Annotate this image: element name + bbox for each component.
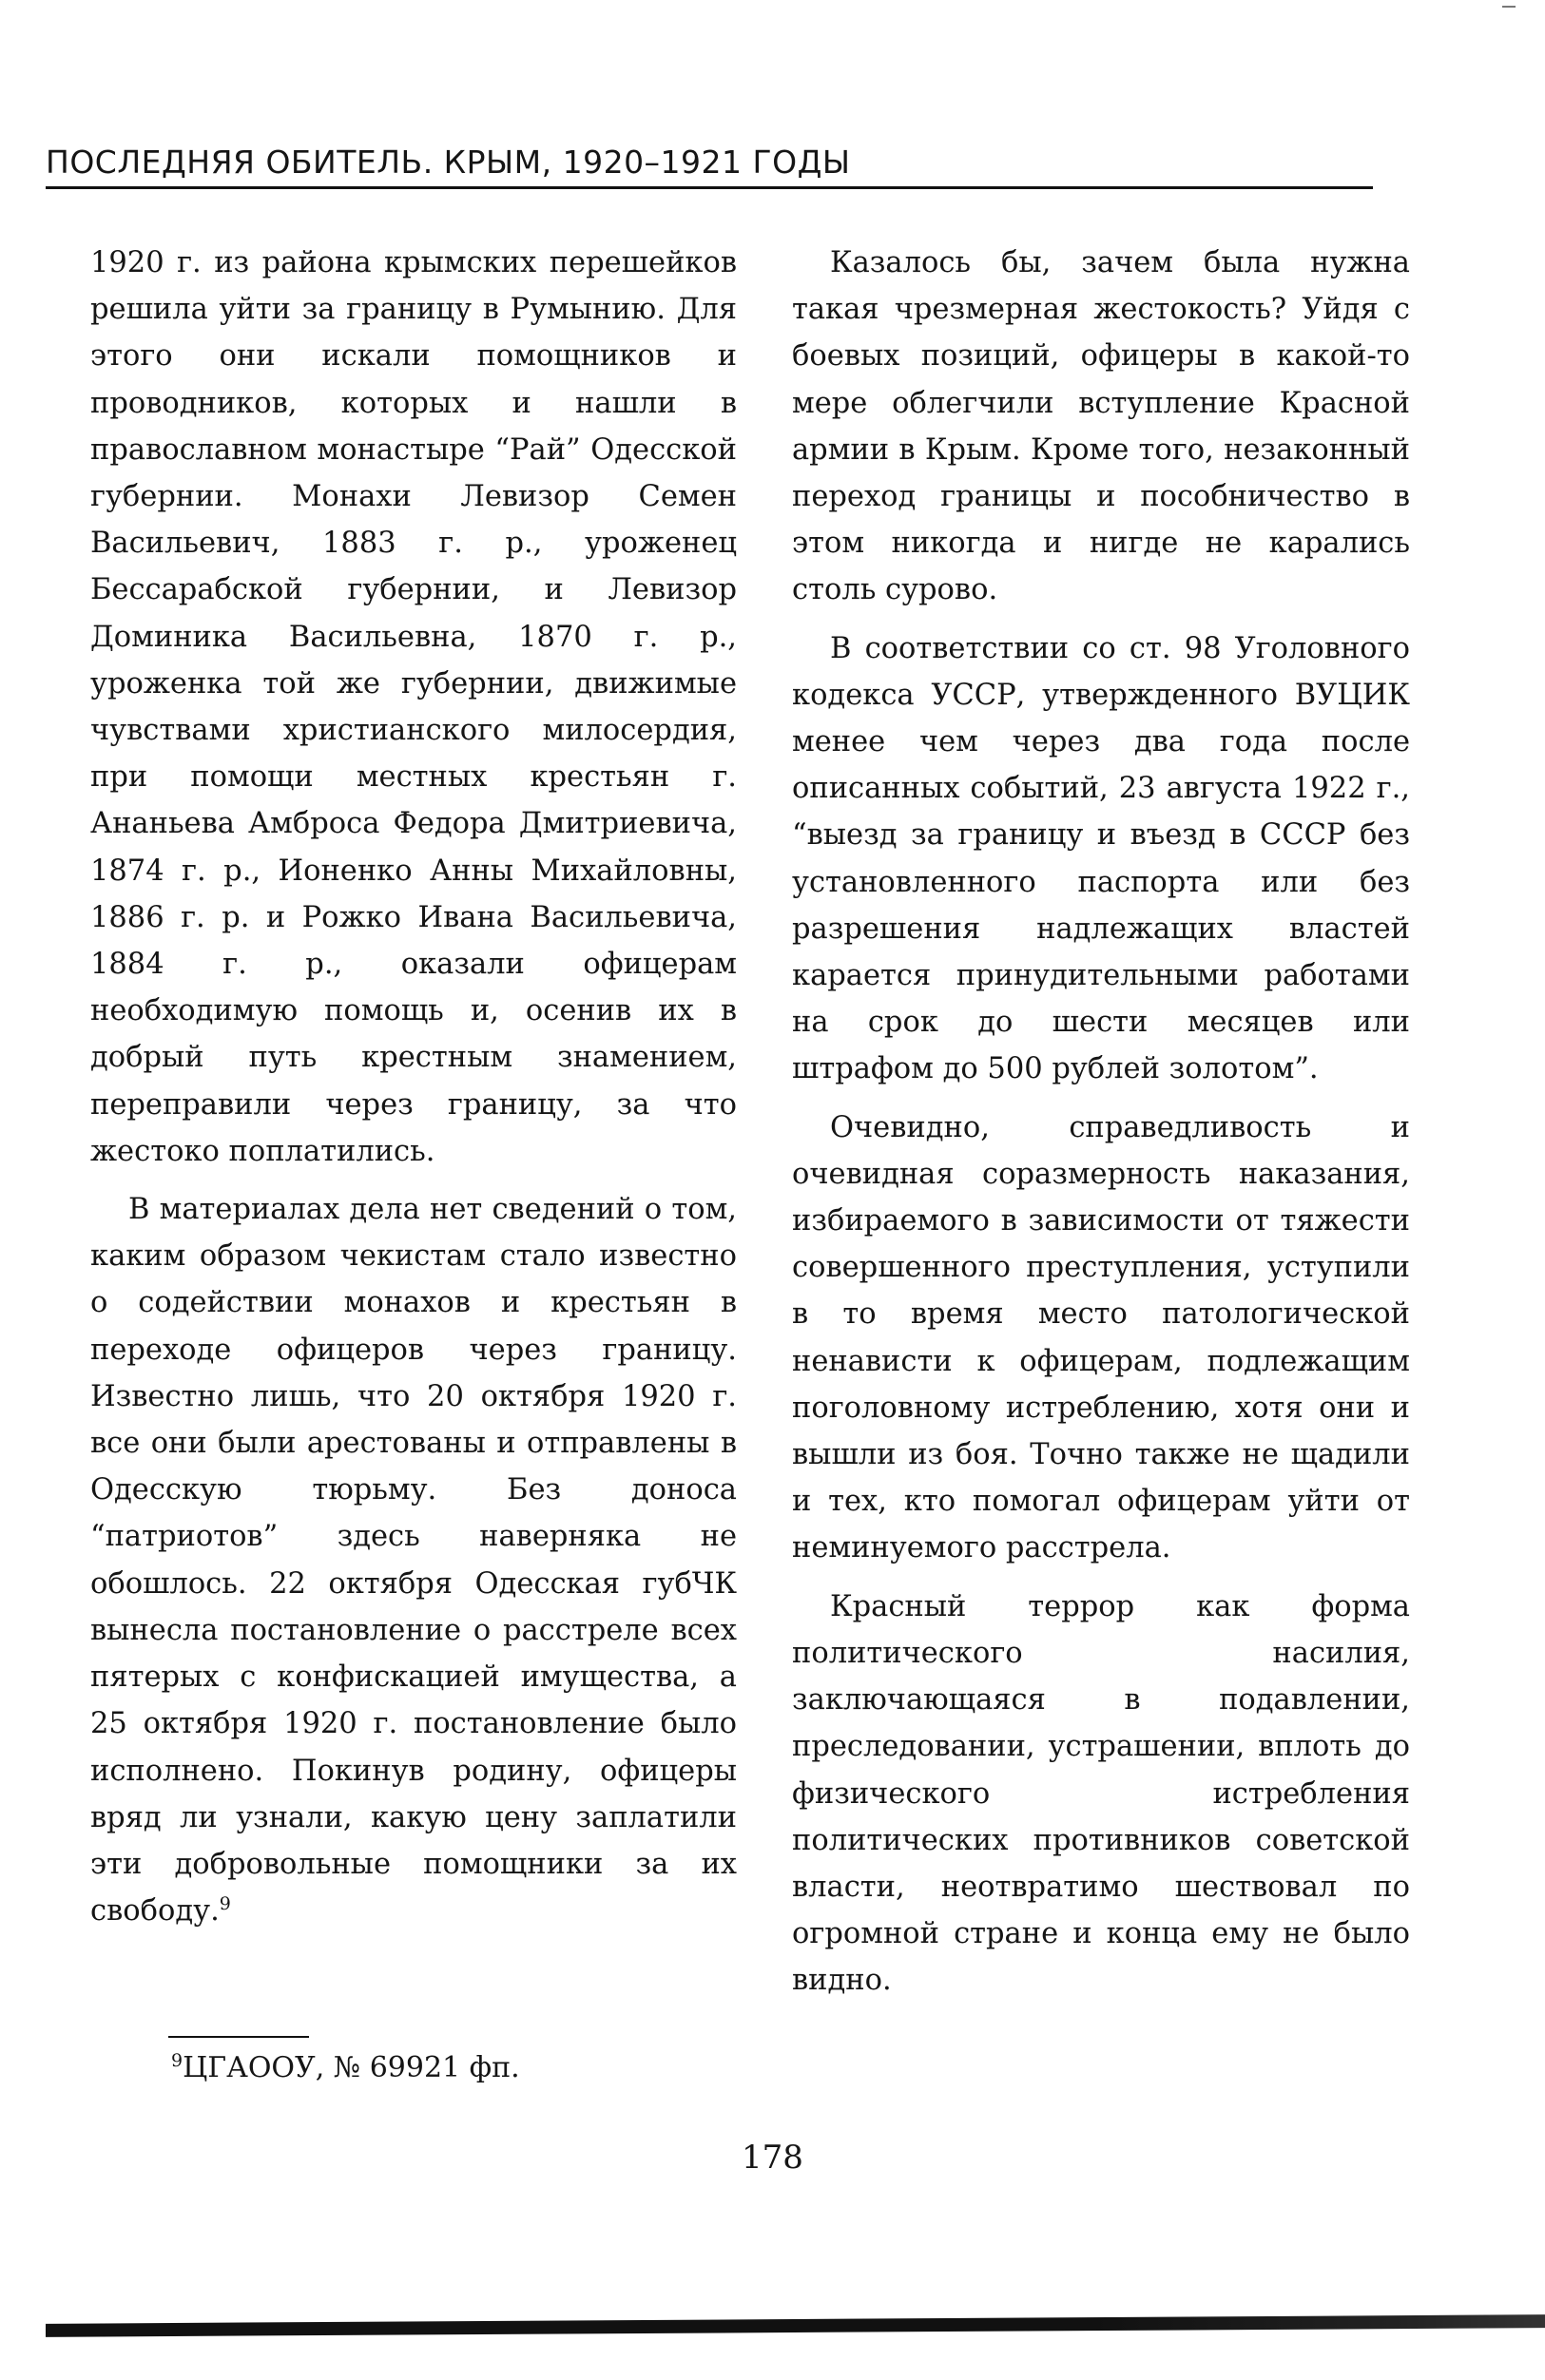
scan-edge-bar	[46, 2314, 1545, 2337]
left-column	[90, 240, 737, 1946]
right-paragraph-3: Очевидно, справедливость и очевидная соразмерность наказания, избираемого в зависимости от тяжести совершенного преступления, уступили в то время место патологической ненависти к офицерам, подлежащим поголовному истреблению, хотя они и вышли из боя. Точно также не щадили и тех, кто помогал офицерам уйти от неминуемого расстрела.	[792, 1110, 1410, 1565]
right-paragraph-4: Красный террор как форма политического насилия, заключающаяся в подавлении, преследовании, устрашении, вплоть до физического истребления политических противников советской власти, неотвратимо шествовал по огромной стране и конца ему не было видно.	[792, 1589, 1410, 1998]
footnote-text: ЦГАООУ, № 69921 фп.	[183, 2051, 520, 2084]
footnote-marker: 9	[171, 2050, 183, 2071]
left-paragraph-2: В материалах дела нет сведений о том, каким образом чекистам стало известно о содействии монахов и крестьян в переходе офицеров через границу. Известно лишь, что 20 октября 1920 г. все они были арестованы и отправлены в Одесскую тюрьму. Без доноса “патриотов” здесь наверняка не обошлось. 22 октября Одесская губЧК вынесла постановление о расстреле всех пятерых с конфискацией имущества, а 25 октября 1920 г. постановление было исполнено. Покинув родину, офицеры вряд ли узнали, какую цену заплатили эти добровольные помощники за их свободу.$^9$	[90, 1193, 737, 1929]
page-number: 178	[742, 2139, 803, 2177]
footnote	[171, 2051, 520, 2084]
scan-artifact-mark	[1502, 6, 1516, 17]
right-paragraph-2: В соответствии со ст. 98 Уголовного кодекса УССР, утвержденного ВУЦИК менее чем через два года после описанных событий, 23 августа 1922 г., “выезд за границу и въезд в СССР без установленного паспорта или без разрешения надлежащих властей карается принудительными работами на срок до шести месяцев или штрафом до 500 рублей золотом”.	[792, 631, 1410, 1086]
running-header	[46, 143, 1373, 189]
footnote-reference[interactable]: 9	[219, 1892, 231, 1914]
left-paragraph-2-text: В материалах дела нет сведений о том, каким образом чекистам стало известно о содействии монахов и крестьян в переходе офицеров через границу. Известно лишь, что 20 октября 1920 г. все они были арестованы и отправлены в Одесскую тюрьму. Без доноса “патриотов” здесь наверняка не обошлось. 22 октября Одесская губЧК вынесла постановление о расстреле всех пятерых с конфискацией имущества, а 25 октября 1920 г. постановление было исполнено. Покинув родину, офицеры вряд ли узнали, какую цену заплатили эти добровольные помощники за их свободу	[90, 1193, 737, 1929]
right-paragraph-1: Казалось бы, зачем была нужна такая чрезмерная жестокость? Уйдя с боевых позиций, офицеры в какой-то мере облегчили вступление Красной армии в Крым. Кроме того, незаконный переход границы и пособничество в этом никогда и нигде не карались столь сурово.	[792, 246, 1410, 607]
right-column	[792, 240, 1410, 2016]
footnote-divider	[168, 2036, 309, 2038]
running-header-title: ПОСЛЕДНЯЯ ОБИТЕЛЬ. КРЫМ, 1920–1921 ГОДЫ	[46, 144, 851, 181]
left-paragraph-1: 1920 г. из района крымских перешейков решила уйти за границу в Румынию. Для этого они искали помощников и проводников, которых и нашли в православном монастыре “Рай” Одесской губернии. Монахи Левизор Семен Васильевич, 1883 г. р., уроженец Бессарабской губернии, и Левизор Доминика Васильевна, 1870 г. р., уроженка той же губернии, движимые чувствами христианского милосердия, при помощи местных крестьян г. Ананьева Амброса Федора Дмитриевича, 1874 г. р., Ионенко Анны Михайловны, 1886 г. р. и Рожко Ивана Васильевича, 1884 г. р., оказали офицерам необходимую помощь и, осенив их в добрый путь крестным знамением, переправили через границу, за что жестоко поплатились.	[90, 246, 737, 1168]
